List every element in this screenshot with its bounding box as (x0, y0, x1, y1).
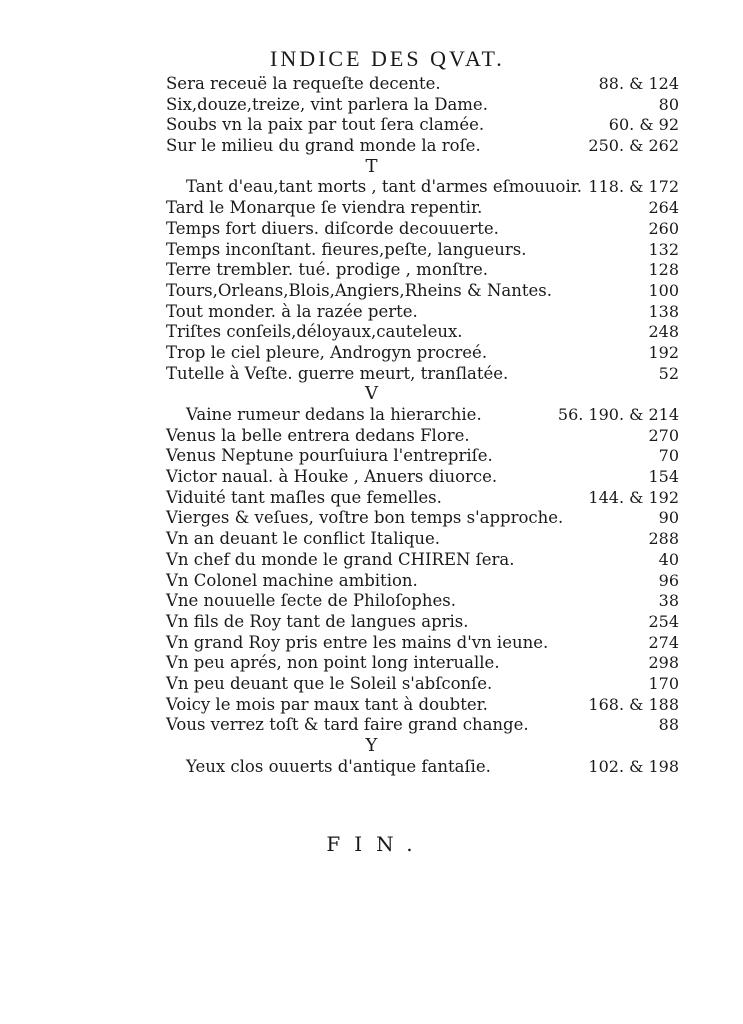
index-entry (0, 177, 743, 198)
entry-page-number: 60. & 92 (608, 115, 679, 135)
entry-text: Vn an deuant le conflict Italique. (166, 529, 441, 549)
entry-text: Tout monder. à la razée perte. (166, 301, 418, 321)
index-entry (0, 74, 743, 95)
entry-page-number: 132 (648, 239, 679, 259)
entry-page-number: 128 (648, 260, 679, 280)
index-entry (0, 136, 743, 157)
entry-text: Temps inconſtant. fieures,peſte, langueurs. (166, 239, 527, 259)
entry-page-number: 118. & 172 (588, 177, 679, 197)
index-entry (0, 757, 743, 778)
entry-page-number: 250. & 262 (588, 136, 679, 156)
index-entries (0, 74, 743, 777)
index-entry (0, 612, 743, 633)
entry-text: Vaine rumeur dedans la hierarchie. (186, 405, 482, 424)
entry-page-number: 168. & 188 (588, 694, 679, 714)
index-entry (0, 633, 743, 654)
entry-page-number: 38 (658, 591, 679, 611)
index-entry (0, 591, 743, 612)
index-entry (0, 550, 743, 571)
entry-text: Voicy le mois par maux tant à doubter. (166, 694, 488, 714)
entry-text: Tours,Orleans,Blois,Angiers,Rheins & Nantes. (166, 280, 552, 300)
index-entry (0, 95, 743, 116)
index-entry (0, 653, 743, 674)
section-letter-label: T (365, 155, 378, 177)
index-entry (0, 219, 743, 240)
entry-page-number: 248 (648, 322, 679, 342)
index-entry (0, 405, 743, 426)
index-entry (0, 198, 743, 219)
entry-text: Victor naual. à Houke , Anuers diuorce. (166, 467, 498, 487)
entry-page-number: 254 (648, 611, 679, 631)
entry-text: Vn peu aprés, non point long interualle. (166, 653, 500, 673)
section-letter-label: Y (365, 735, 378, 756)
entry-page-number: 88 (658, 715, 679, 735)
entry-page-number: 170 (648, 673, 679, 693)
entry-text: Vn fils de Roy tant de langues apris. (166, 611, 469, 631)
entry-text: Vne nouuelle ſecte de Philoſophes. (166, 591, 456, 611)
index-entry (0, 260, 743, 281)
entry-text: Terre trembler. tué. prodige , monſtre. (166, 260, 489, 280)
index-entry (0, 115, 743, 136)
entry-page-number: 260 (648, 218, 679, 238)
entry-page-number: 102. & 198 (588, 756, 679, 776)
index-entry (0, 488, 743, 509)
entry-text: Tant d'eau,tant morts , tant d'armes eſmouuoir. (186, 177, 583, 197)
entry-page-number: 56. 190. & 214 (557, 405, 679, 424)
entry-text: Vierges & veſues, voſtre bon temps s'approche. (166, 508, 564, 528)
entry-text: Sera receuë la requeſte decente. (166, 74, 441, 93)
index-entry (0, 571, 743, 592)
index-entry (0, 695, 743, 716)
index-entry (0, 508, 743, 529)
entry-text: Tutelle à Veſte. guerre meurt, tranſlatée. (166, 363, 509, 383)
entry-page-number: 274 (648, 632, 679, 652)
entry-page-number: 96 (658, 570, 679, 590)
index-entry (0, 302, 743, 323)
entry-text: Vn peu deuant que le Soleil s'abſconſe. (166, 673, 493, 693)
entry-text: Vn chef du monde le grand CHIREN ſera. (166, 549, 515, 569)
section-letter (0, 384, 743, 405)
entry-text: Triſtes conſeils,déloyaux,cauteleux. (166, 322, 463, 342)
index-entry (0, 467, 743, 488)
fin-text: FIN. (326, 832, 427, 856)
index-entry (0, 446, 743, 467)
entry-page-number: 52 (658, 363, 679, 383)
entry-page-number: 154 (648, 467, 679, 487)
index-entry (0, 426, 743, 447)
entry-text: Trop le ciel pleure, Androgyn procreé. (166, 342, 488, 362)
section-letter-label: V (365, 383, 378, 405)
entry-page-number: 100 (648, 280, 679, 300)
entry-text: Vn grand Roy pris entre les mains d'vn ieune. (166, 632, 549, 652)
index-entry (0, 364, 743, 385)
entry-page-number: 40 (658, 549, 679, 569)
index-entry (0, 715, 743, 736)
entry-page-number: 270 (648, 425, 679, 445)
entry-page-number: 192 (648, 342, 679, 362)
index-entry (0, 529, 743, 550)
index-entry (0, 322, 743, 343)
entry-text: Temps fort diuers. diſcorde decouuerte. (166, 218, 499, 238)
entry-page-number: 70 (658, 446, 679, 466)
entry-page-number: 90 (658, 508, 679, 528)
index-entry (0, 240, 743, 261)
entry-text: Vous verrez toſt & tard faire grand change. (166, 715, 529, 735)
entry-text: Vn Colonel machine ambition. (166, 570, 418, 590)
section-letter (0, 736, 743, 757)
entry-text: Soubs vn la paix par tout ſera clamée. (166, 115, 485, 135)
entry-text: Six,douze,treize, vint parlera la Dame. (166, 94, 488, 114)
entry-text: Sur le milieu du grand monde la roſe. (166, 136, 481, 156)
index-entry (0, 674, 743, 695)
entry-page-number: 298 (648, 653, 679, 673)
index-entry (0, 343, 743, 364)
entry-page-number: 288 (648, 529, 679, 549)
entry-page-number: 80 (658, 94, 679, 114)
entry-text: Venus Neptune pourſuiura l'entrepriſe. (166, 446, 493, 466)
entry-text: Viduité tant maſles que femelles. (166, 487, 442, 507)
index-entry (0, 281, 743, 302)
entry-page-number: 144. & 192 (588, 487, 679, 507)
entry-page-number: 88. & 124 (598, 74, 679, 93)
section-letter (0, 157, 743, 178)
entry-page-number: 138 (648, 301, 679, 321)
entry-page-number: 264 (648, 198, 679, 218)
entry-text: Tard le Monarque ſe viendra repentir. (166, 198, 483, 218)
running-head: INDICE DES QVAT. (270, 46, 505, 71)
entry-text: Venus la belle entrera dedans Flore. (166, 425, 470, 445)
entry-text: Yeux clos ouuerts d'antique fantaſie. (186, 756, 491, 776)
